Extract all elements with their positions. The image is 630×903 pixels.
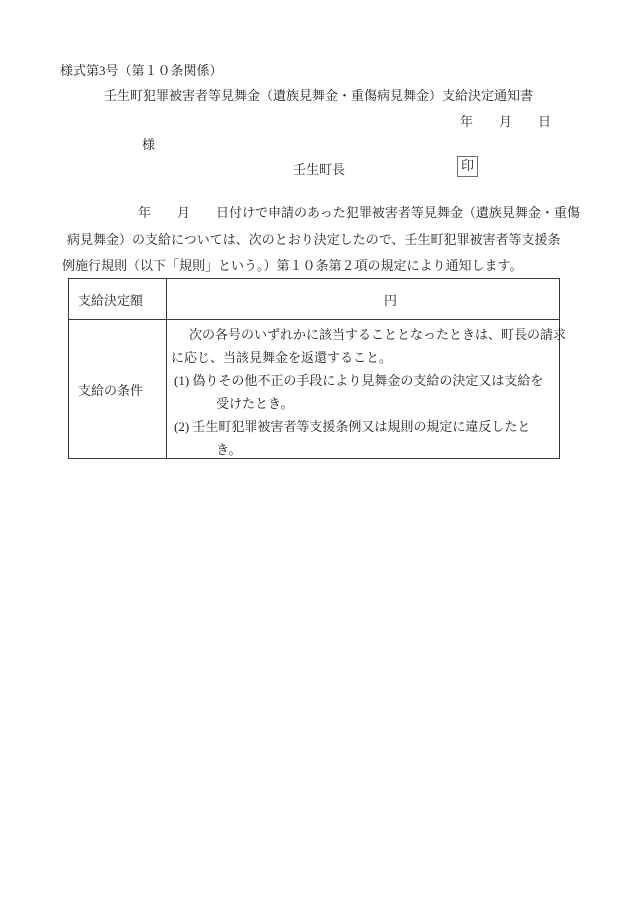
body-line-3: 例施行規則（以下「規則」という。）第１０条第２項の規定により通知します。	[62, 258, 523, 273]
seal-label: 印	[461, 158, 475, 173]
condition-intro-line-2: に応じ、当該見舞金を返還すること。	[171, 350, 393, 365]
amount-header-cell: 支給決定額	[69, 279, 167, 319]
table-row-conditions	[69, 320, 567, 458]
date-line: 年 月 日	[460, 114, 552, 129]
condition-item-1-line-2: 受けたとき。	[216, 396, 294, 411]
body-line-1: 年 月 日付けで申請のあった犯罪被害者等見舞金（遺族見舞金・重傷	[138, 205, 580, 220]
body-paragraph	[62, 200, 580, 280]
decision-table	[68, 278, 567, 459]
addressee-honorific: 様	[142, 137, 156, 152]
condition-item-2-line-2: き。	[216, 442, 242, 457]
amount-value-cell: 円	[383, 292, 397, 308]
conditions-header-cell: 支給の条件	[69, 320, 167, 458]
condition-item-1-line-1: (1) 偽りその他不正の手段により見舞金の支給の決定又は支給を	[174, 373, 544, 388]
sender-title: 壬生町長	[293, 162, 346, 177]
table-row-amount	[69, 279, 559, 320]
body-line-2: 病見舞金）の支給については、次のとおり決定したので、壬生町犯罪被害者等支援条	[67, 231, 561, 247]
conditions-value-cell	[167, 320, 574, 458]
condition-intro-line-1: 次の各号のいずれかに該当することとなったときは、町長の請求	[189, 327, 567, 342]
document-title: 壬生町犯罪被害者等見舞金（遺族見舞金・重傷病見舞金）支給決定通知書	[104, 88, 534, 103]
seal-stamp	[457, 156, 478, 177]
condition-item-2-line-1: (2) 壬生町犯罪被害者等支援条例又は規則の規定に違反したと	[174, 419, 531, 434]
form-number: 様式第3号（第１０条関係）	[60, 63, 223, 78]
